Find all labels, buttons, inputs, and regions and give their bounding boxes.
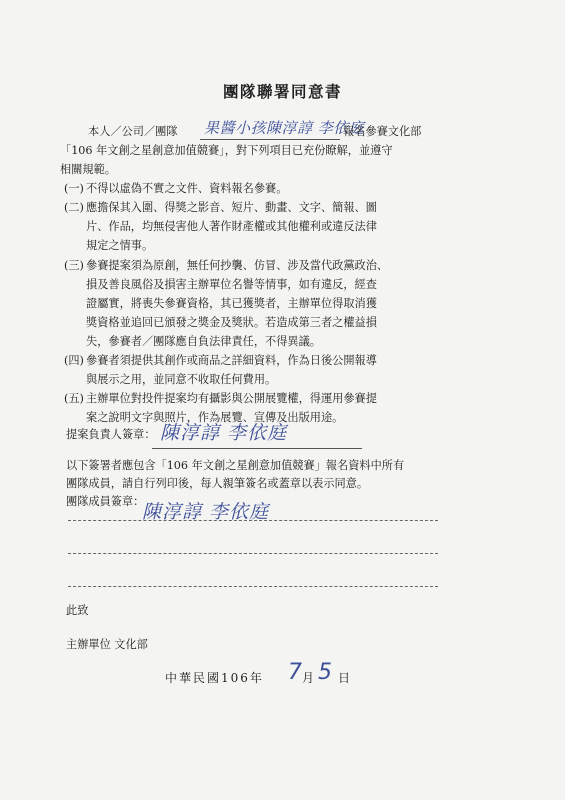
date-month-handwriting: 7: [288, 660, 302, 685]
page-title: 團隊聯署同意書: [222, 82, 342, 101]
date-day-unit: 日: [338, 671, 351, 685]
team-name-handwriting: 果醬小孩陳淳諄 李依庭: [204, 119, 365, 137]
item-4-line-1: 參賽者須提供其創作或商品之詳細資料，作為日後公開報導: [86, 354, 377, 367]
intro-suffix: 報名參賽文化部: [343, 125, 422, 138]
item-2-line-3: 規定之情事。: [86, 239, 154, 252]
item-4-label: (四): [64, 354, 84, 367]
item-5-line-1: 主辦單位對投件提案均有攝影與公開展覽權，得運用參賽提: [86, 392, 377, 405]
item-2-line-2: 片、作品，均無侵害他人著作財產權或其他權利或違反法律: [86, 220, 377, 233]
leader-signature-line: [152, 448, 362, 449]
item-3-line-3: 證屬實，將喪失參賽資格，其已獲獎者，主辦單位得取消獲: [86, 297, 377, 310]
leader-signature-handwriting: 陳淳諄 李依庭: [160, 422, 288, 444]
member-signature-line-1: [68, 520, 438, 521]
item-3-line-4: 獎資格並追回已頒發之獎金及獎狀。若造成第三者之權益損: [86, 316, 377, 329]
member-signature-line-3: [68, 586, 438, 587]
closing-organizer: 主辦單位 文化部: [66, 638, 148, 651]
intro-line-2: 「106 年文創之星創意加值競賽」，對下列項目已充份瞭解，並遵守: [60, 144, 393, 157]
date-day-handwriting: 5: [318, 660, 332, 685]
members-statement-line-2: 團隊成員，請自行列印後，每人親筆簽名或蓋章以表示同意。: [66, 477, 369, 490]
item-1-line-1: 不得以虛偽不實之文件、資料報名參賽。: [86, 182, 288, 195]
item-2-label: (二): [64, 201, 84, 214]
intro-prefix: 本人／公司／團隊: [88, 125, 178, 138]
intro-line-3: 相關規範。: [60, 163, 116, 176]
item-5-label: (五): [64, 392, 84, 405]
leader-signature-label: 提案負責人簽章：: [66, 428, 156, 441]
members-signature-label: 團隊成員簽章：: [66, 495, 145, 508]
item-3-line-5: 失，參賽者／團隊應自負法律責任，不得異議。: [86, 335, 321, 348]
closing-zhici: 此致: [66, 604, 89, 617]
members-signature-handwriting: 陳淳諄 李依庭: [142, 501, 270, 523]
item-5-line-2: 案之說明文字與照片，作為展覽、宣傳及出版用途。: [86, 411, 344, 424]
item-2-line-1: 應擔保其入圍、得獎之影音、短片、動畫、文字、簡報、圖: [86, 201, 377, 214]
item-3-line-2: 損及善良風俗及損害主辦單位名譽等情事，如有違反，經查: [86, 278, 377, 291]
item-3-label: (三): [64, 259, 84, 272]
members-statement-line-1: 以下簽署者應包含「106 年文創之星創意加值競賽」報名資料中所有: [66, 459, 405, 472]
date-prefix: 中華民國106年: [165, 671, 264, 685]
item-4-line-2: 與展示之用，並同意不收取任何費用。: [86, 373, 277, 386]
member-signature-line-2: [68, 553, 438, 554]
item-1-label: (一): [64, 182, 84, 195]
team-name-underline: [200, 139, 340, 140]
date-month-unit: 月: [302, 671, 315, 685]
item-3-line-1: 參賽提案須為原創，無任何抄襲、仿冒、涉及當代政黨政治、: [86, 259, 389, 272]
